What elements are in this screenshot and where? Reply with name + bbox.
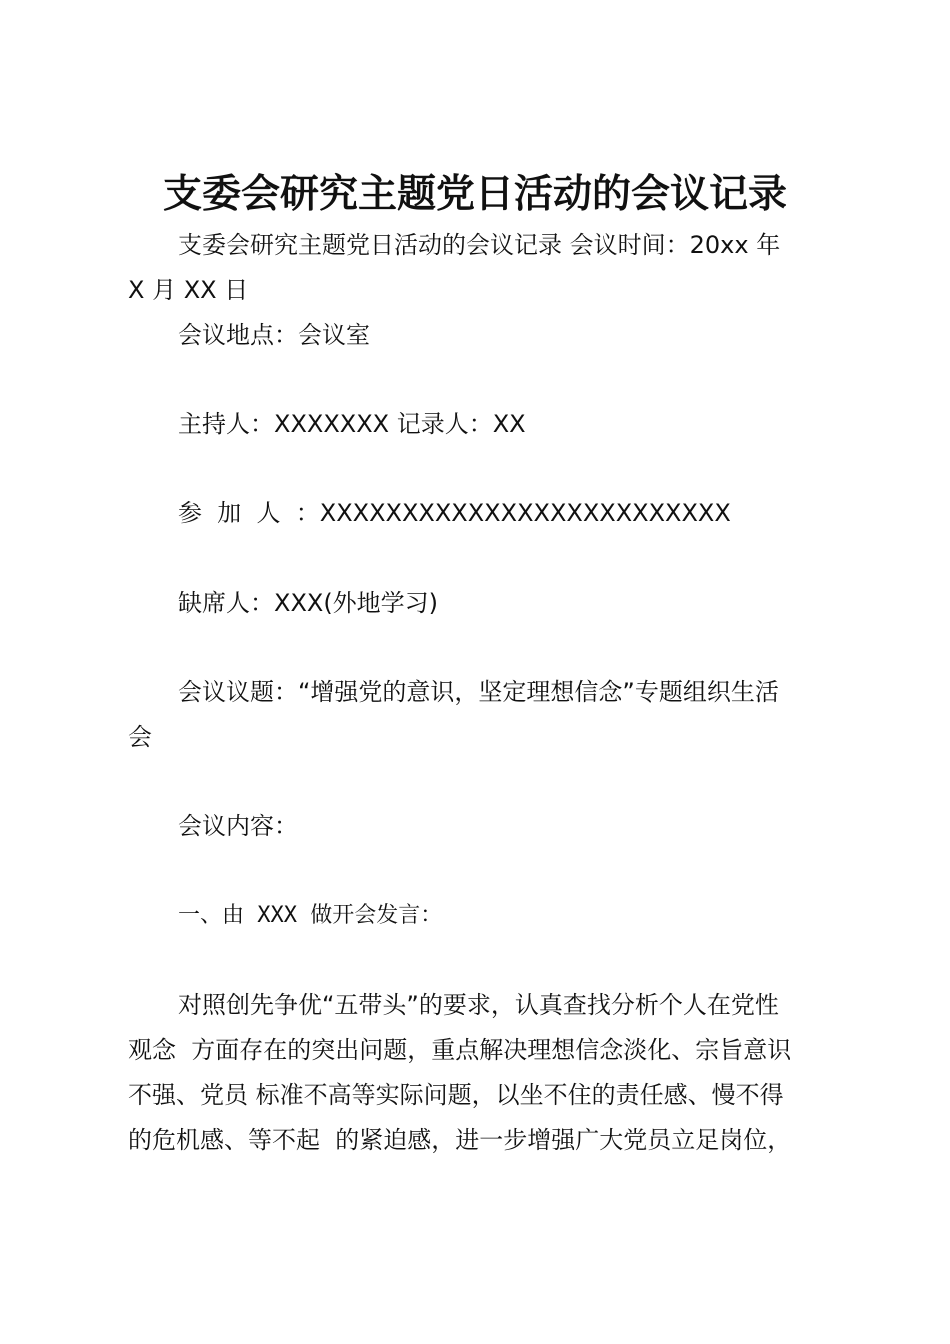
meeting-time-line-2: X 月 XX 日: [128, 276, 249, 304]
document-title: 支委会研究主题党日活动的会议记录: [162, 171, 787, 217]
content-heading: 会议内容：: [178, 812, 298, 840]
meeting-location: 会议地点：会议室: [178, 321, 370, 349]
meeting-topic-line-2: 会: [128, 723, 152, 751]
paragraph-line-1: 对照创先争优“五带头”的要求，认真查找分析个人在党性: [178, 991, 779, 1019]
section-one-heading: 一、由 XXX 做开会发言：: [178, 903, 443, 928]
meeting-topic-line-1: 会议议题：“增强党的意识，坚定理想信念”专题组织生活: [178, 678, 779, 706]
absentees: 缺席人：XXX(外地学习): [178, 589, 439, 617]
paragraph-line-4: 的危机感、等不起 的紧迫感，进一步增强广大党员立足岗位，: [128, 1126, 792, 1154]
host-and-recorder: 主持人：XXXXXXX 记录人：XX: [178, 410, 526, 438]
paragraph-line-2: 观念 方面存在的突出问题，重点解决理想信念淡化、宗旨意识: [128, 1036, 792, 1064]
attendees: 参 加 人 ：XXXXXXXXXXXXXXXXXXXXXXXXX: [178, 499, 731, 527]
meeting-time-line-1: 支委会研究主题党日活动的会议记录 会议时间：20xx 年: [178, 231, 781, 259]
paragraph-line-3: 不强、党员 标准不高等实际问题，以坐不住的责任感、慢不得: [128, 1081, 784, 1109]
